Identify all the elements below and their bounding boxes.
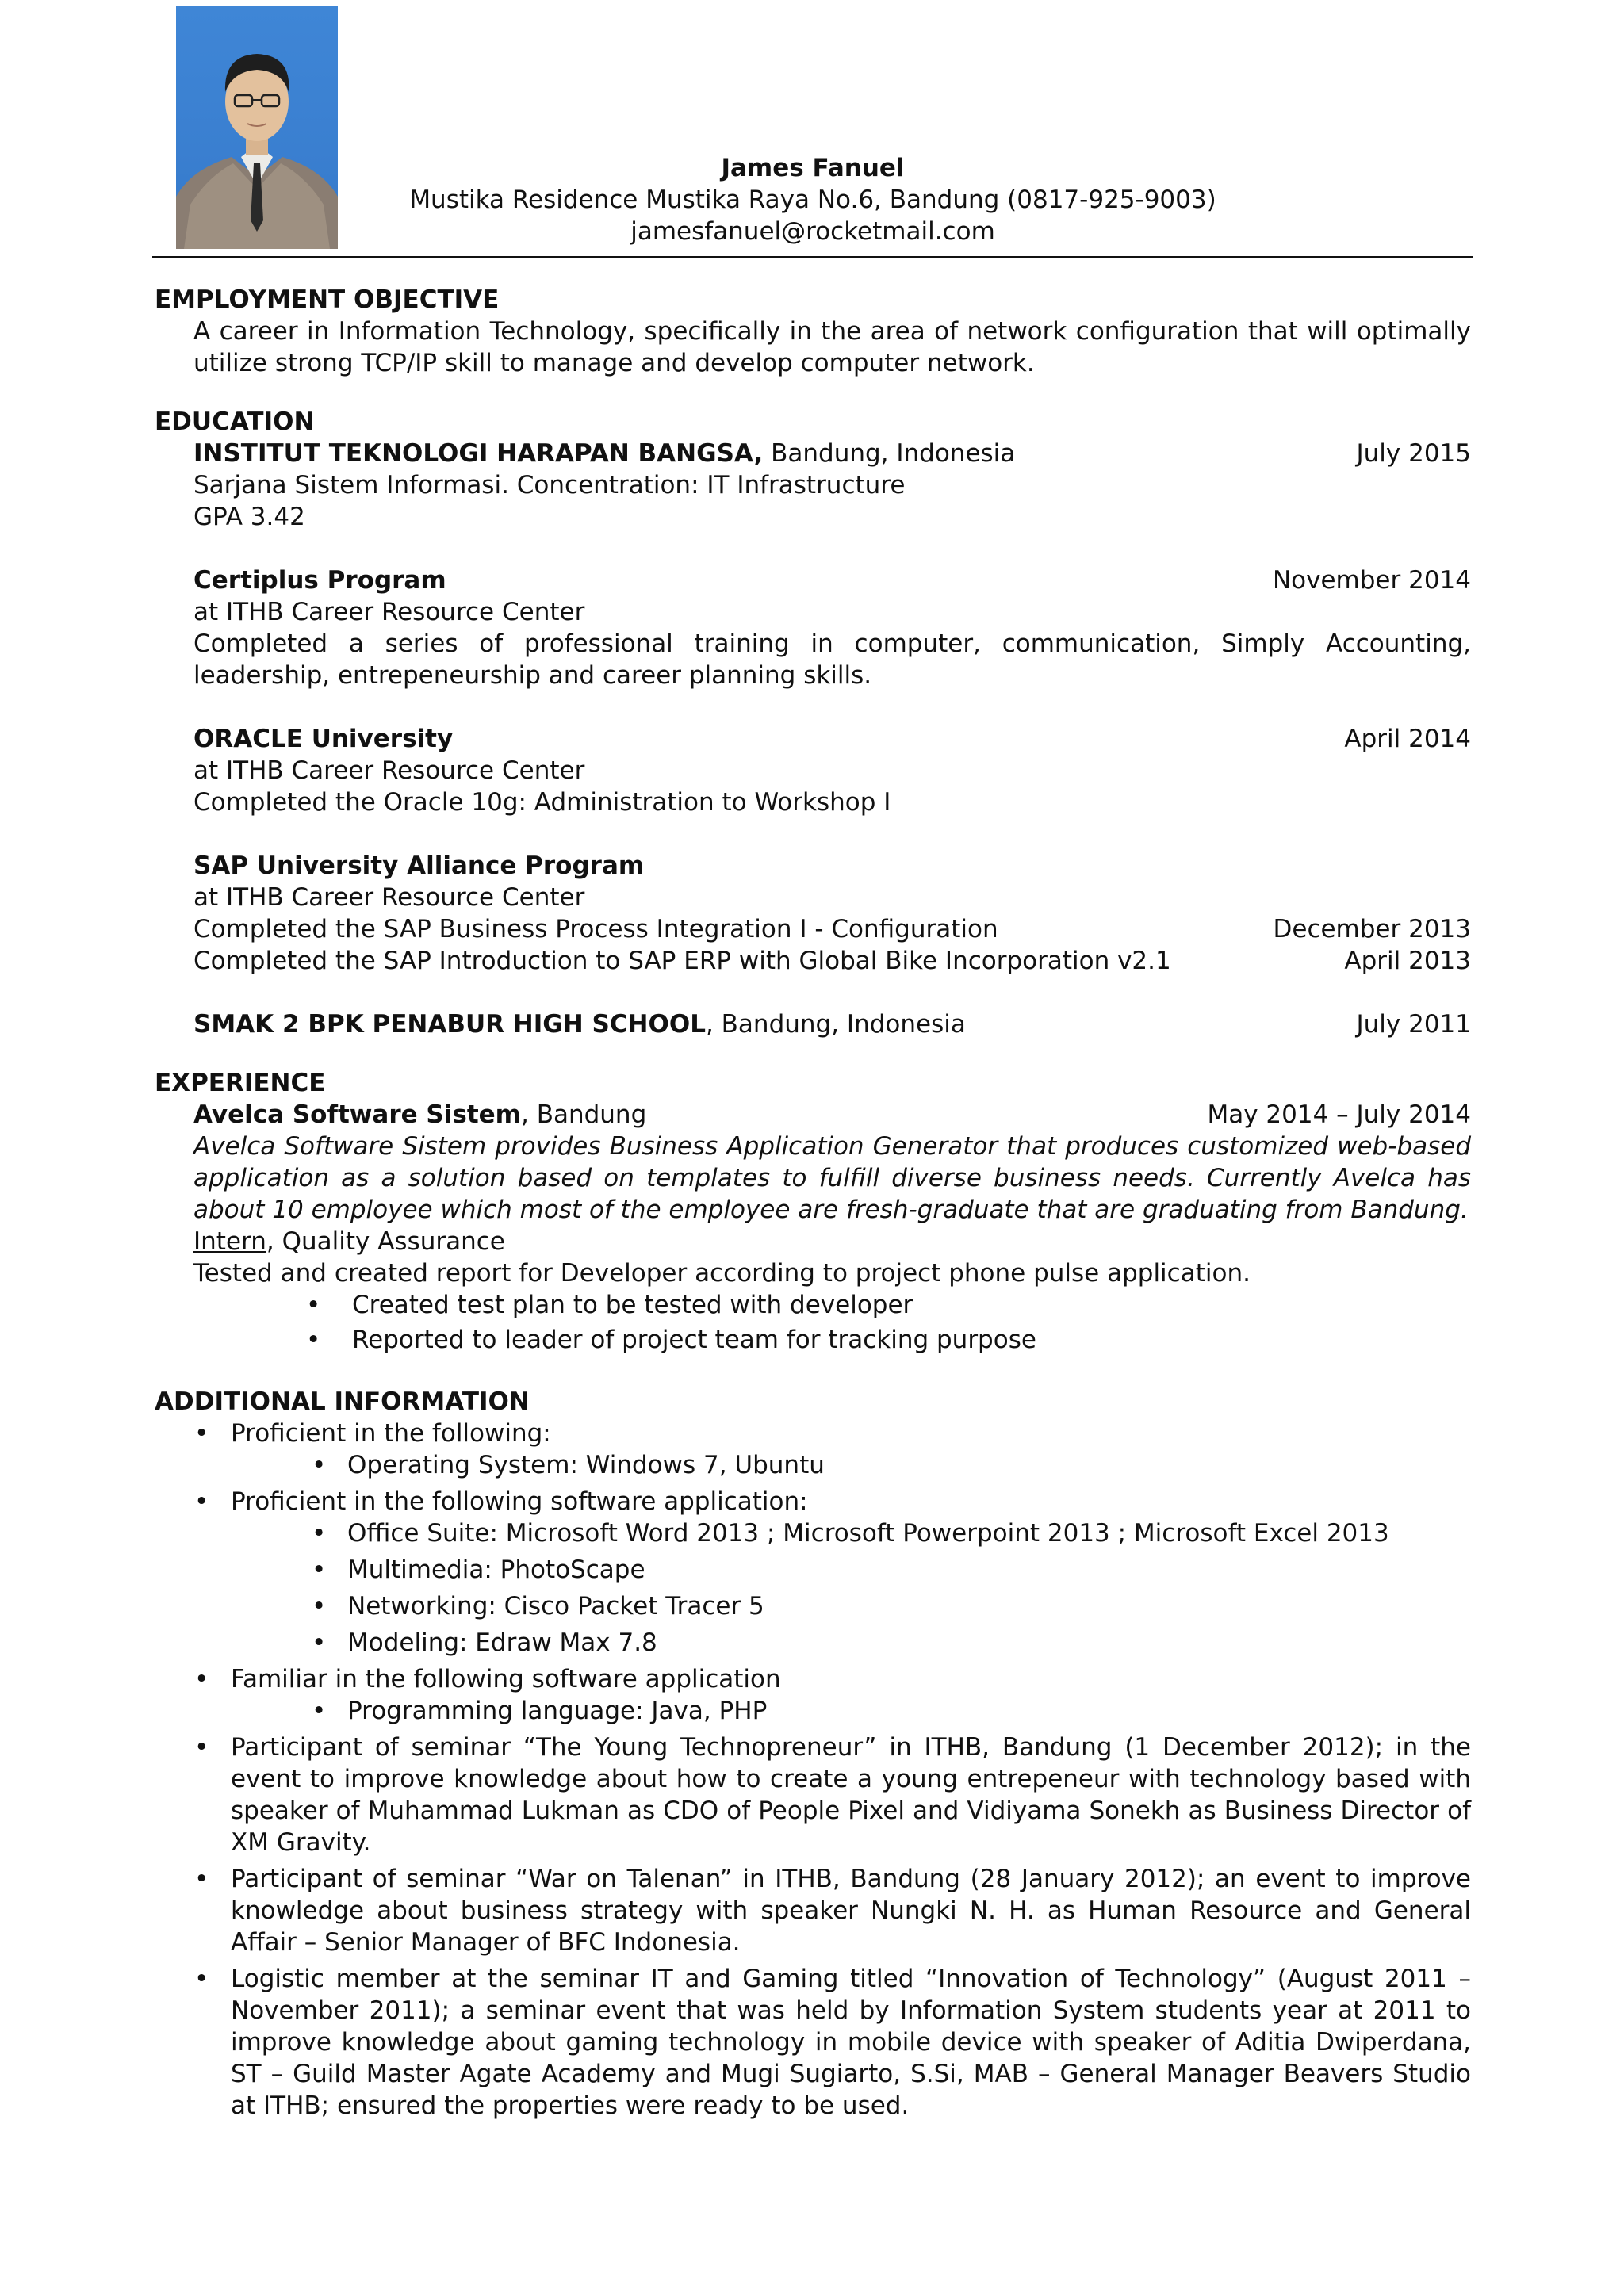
program-date: April 2014 bbox=[1344, 725, 1471, 753]
course-date: December 2013 bbox=[1273, 915, 1471, 943]
additional-list bbox=[155, 1418, 1471, 2122]
sub-list-item: • Networking: Cisco Packet Tracer 5 bbox=[155, 1590, 1471, 1622]
list-item: • Participant of seminar “War on Talenan” in ITHB, Bandung (28 January 2012); an event to improve knowledge about business strategy with speaker Nungki N. H. as Human Resource and General Affair – Senior Manager of BFC Indonesia. bbox=[155, 1863, 1471, 1958]
experience-avelca bbox=[193, 1099, 1471, 1356]
sub-list-item: • Multimedia: PhotoScape bbox=[155, 1554, 1471, 1586]
objective-text: A career in Information Technology, specifically in the area of network configuration that will optimally utilize strong TCP/IP skill to manage and develop computer network. bbox=[193, 317, 1471, 377]
resume-body bbox=[155, 284, 1471, 2126]
institution-date: July 2011 bbox=[1356, 1010, 1471, 1039]
list-item: • Reported to leader of project team for tracking purpose bbox=[193, 1324, 1471, 1356]
program-venue: at ITHB Career Resource Center bbox=[193, 883, 585, 912]
job-summary: Tested and created report for Developer according to project phone pulse application. bbox=[193, 1259, 1251, 1288]
course-name: Completed the SAP Introduction to SAP ERP with Global Bike Incorporation v2.1 bbox=[193, 947, 1171, 975]
profile-photo bbox=[176, 6, 338, 249]
education-oracle bbox=[193, 723, 1471, 818]
education-certiplus bbox=[193, 564, 1471, 691]
program-venue: at ITHB Career Resource Center bbox=[193, 756, 585, 785]
candidate-name: James Fanuel bbox=[721, 154, 905, 182]
program-date: November 2014 bbox=[1272, 566, 1471, 595]
section-title-education: EDUCATION bbox=[155, 408, 315, 436]
section-title-experience: EXPERIENCE bbox=[155, 1069, 326, 1097]
program-name: SAP University Alliance Program bbox=[193, 851, 645, 880]
candidate-address: Mustika Residence Mustika Raya No.6, Bandung (0817-925-9003) bbox=[409, 186, 1216, 214]
list-item-text: • Proficient in the following software application: bbox=[231, 1487, 808, 1516]
program-name: Certiplus Program bbox=[193, 566, 446, 595]
company-location: , Bandung bbox=[520, 1100, 647, 1129]
experience-bullets bbox=[193, 1289, 1471, 1356]
role-intern: Intern bbox=[193, 1227, 266, 1256]
sub-list-item: • Operating System: Windows 7, Ubuntu bbox=[155, 1449, 1471, 1481]
sub-list-item: • Programming language: Java, PHP bbox=[155, 1695, 1471, 1727]
program-description: Completed a series of professional training in computer, communication, Simply Accounting, leadership, entrepeneurship and career planning skills. bbox=[193, 629, 1471, 690]
employment-date: May 2014 – July 2014 bbox=[1207, 1100, 1471, 1129]
section-title-additional: ADDITIONAL INFORMATION bbox=[155, 1387, 530, 1416]
sub-list-item: • Modeling: Edraw Max 7.8 bbox=[155, 1627, 1471, 1659]
institution-name: INSTITUT TEKNOLOGI HARAPAN BANGSA, bbox=[193, 439, 764, 468]
list-item bbox=[155, 1486, 1471, 1659]
course-name: Completed the SAP Business Process Integration I - Configuration bbox=[193, 915, 998, 943]
list-item: • Created test plan to be tested with developer bbox=[193, 1289, 1471, 1321]
list-item-text: • Proficient in the following: bbox=[231, 1419, 551, 1448]
gpa-line: GPA 3.42 bbox=[193, 503, 305, 531]
institution-location: Bandung, Indonesia bbox=[763, 439, 1016, 468]
header-divider bbox=[152, 256, 1473, 258]
institution-location: , Bandung, Indonesia bbox=[705, 1010, 966, 1039]
sub-list-item: • Office Suite: Microsoft Word 2013 ; Microsoft Powerpoint 2013 ; Microsoft Excel 2013 bbox=[155, 1517, 1471, 1549]
list-item: • Participant of seminar “The Young Technopreneur” in ITHB, Bandung (1 December 2012); in the event to improve knowledge about how to create a young entrepeneur with technology based with speaker of Muhammad Lukman as CDO of People Pixel and Vidiyama Sonekh as Business Director of XM Gravity. bbox=[155, 1732, 1471, 1858]
education-sap bbox=[193, 850, 1471, 977]
role-title: , Quality Assurance bbox=[266, 1227, 505, 1256]
contact-header bbox=[349, 152, 1277, 247]
list-item: • Logistic member at the seminar IT and Gaming titled “Innovation of Technology” (August 2011 – November 2011); a seminar event that was held by Information System students year at 2011 to improve knowledge about gaming technology in mobile device with speaker of Aditia Dwiperdana, ST – Guild Master Agate Academy and Mugi Sugiarto, S.Si, MAB – General Manager Beavers Studio at ITHB; ensured the properties were ready to be used. bbox=[155, 1963, 1471, 2122]
program-name: ORACLE University bbox=[193, 725, 454, 753]
section-title-objective: EMPLOYMENT OBJECTIVE bbox=[155, 285, 500, 314]
education-itb bbox=[193, 438, 1471, 533]
company-description: Avelca Software Sistem provides Business Application Generator that produces customized web-based application as a solution based on templates to fulfill diverse business needs. Currently Avelca has about 10 employee which most of the employee are fresh-graduate that are graduating from Bandung. bbox=[193, 1132, 1471, 1224]
list-item bbox=[155, 1418, 1471, 1481]
institution-name: SMAK 2 BPK PENABUR HIGH SCHOOL bbox=[193, 1010, 706, 1039]
degree-line: Sarjana Sistem Informasi. Concentration: IT Infrastructure bbox=[193, 471, 906, 499]
list-item-text: • Familiar in the following software application bbox=[231, 1665, 781, 1693]
company-name: Avelca Software Sistem bbox=[193, 1100, 521, 1129]
candidate-email: jamesfanuel@rocketmail.com bbox=[630, 217, 995, 246]
job-role bbox=[193, 1226, 1471, 1257]
course-date: April 2013 bbox=[1344, 947, 1471, 975]
program-description: Completed the Oracle 10g: Administration to Workshop I bbox=[193, 788, 891, 817]
list-item bbox=[155, 1663, 1471, 1727]
education-smak bbox=[193, 1008, 1471, 1040]
program-venue: at ITHB Career Resource Center bbox=[193, 598, 585, 626]
institution-date: July 2015 bbox=[1356, 439, 1471, 468]
